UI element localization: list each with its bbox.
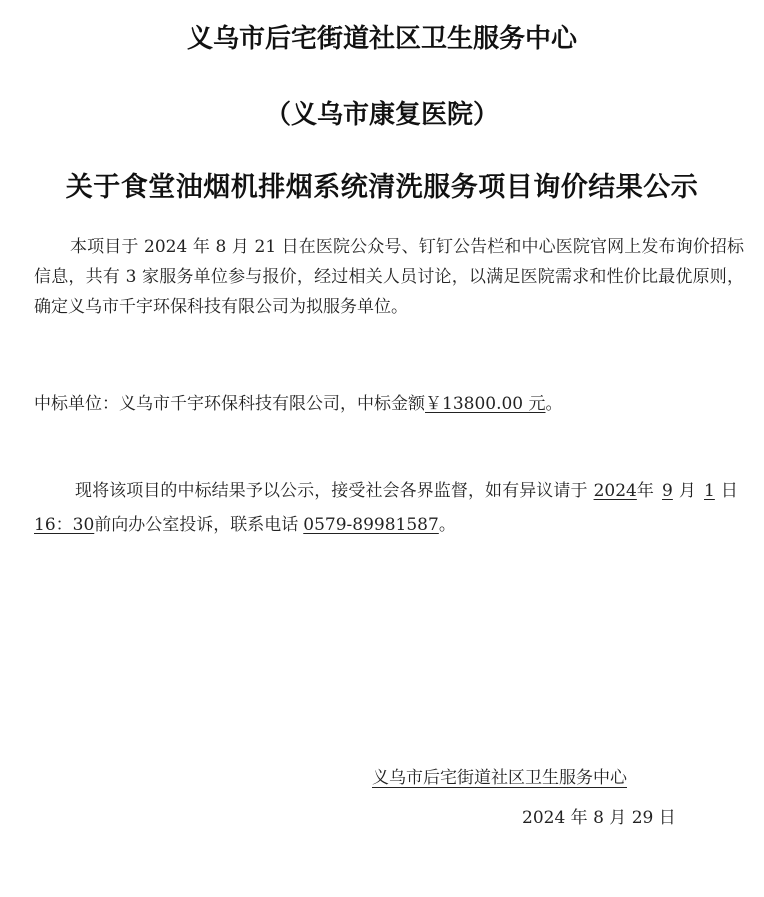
notice-text: 现将该项目的中标结果予以公示，接受社会各界监督，如有异议请于	[75, 481, 588, 501]
deadline-month-unit: 月	[678, 481, 697, 501]
intro-paragraph: 本项目于 2024 年 8 月 21 日在医院公众号、钉钉公告栏和中心医院官网上发布询价招标信息，共有 3 家服务单位参与报价，经过相关人员讨论，以满足医院需求和性价比最优原则，确定义乌市千宇环保科技有限公司为拟服务单位。	[34, 237, 744, 317]
winner-text: 中标单位：义乌市千宇环保科技有限公司，中标金额	[34, 394, 425, 414]
signature-organization: 义乌市后宅街道社区卫生服务中心	[372, 768, 627, 788]
winner-period: 。	[545, 394, 563, 414]
notice-period: 。	[438, 515, 456, 535]
signature-date: 2024 年 8 月 29 日	[522, 808, 676, 828]
contact-phone: 0579-89981587	[303, 515, 439, 535]
notice-title: 关于食堂油烟机排烟系统清洗服务项目询价结果公示	[65, 172, 699, 203]
winning-amount: ￥13800.00 元	[425, 394, 546, 414]
notice-middle: 前向办公室投诉，联系电话	[94, 515, 299, 535]
page-subtitle: （义乌市康复医院）	[264, 100, 499, 130]
deadline-day: 1	[704, 481, 715, 501]
deadline-time: 16：30	[34, 515, 95, 535]
winner-paragraph	[34, 390, 744, 418]
deadline-year: 2024	[593, 481, 637, 501]
notice-paragraph	[34, 474, 744, 542]
page-title: 义乌市后宅街道社区卫生服务中心	[186, 24, 577, 54]
deadline-year-unit: 年	[636, 481, 655, 501]
deadline-month: 9	[662, 481, 673, 501]
deadline-day-unit: 日	[720, 481, 739, 501]
